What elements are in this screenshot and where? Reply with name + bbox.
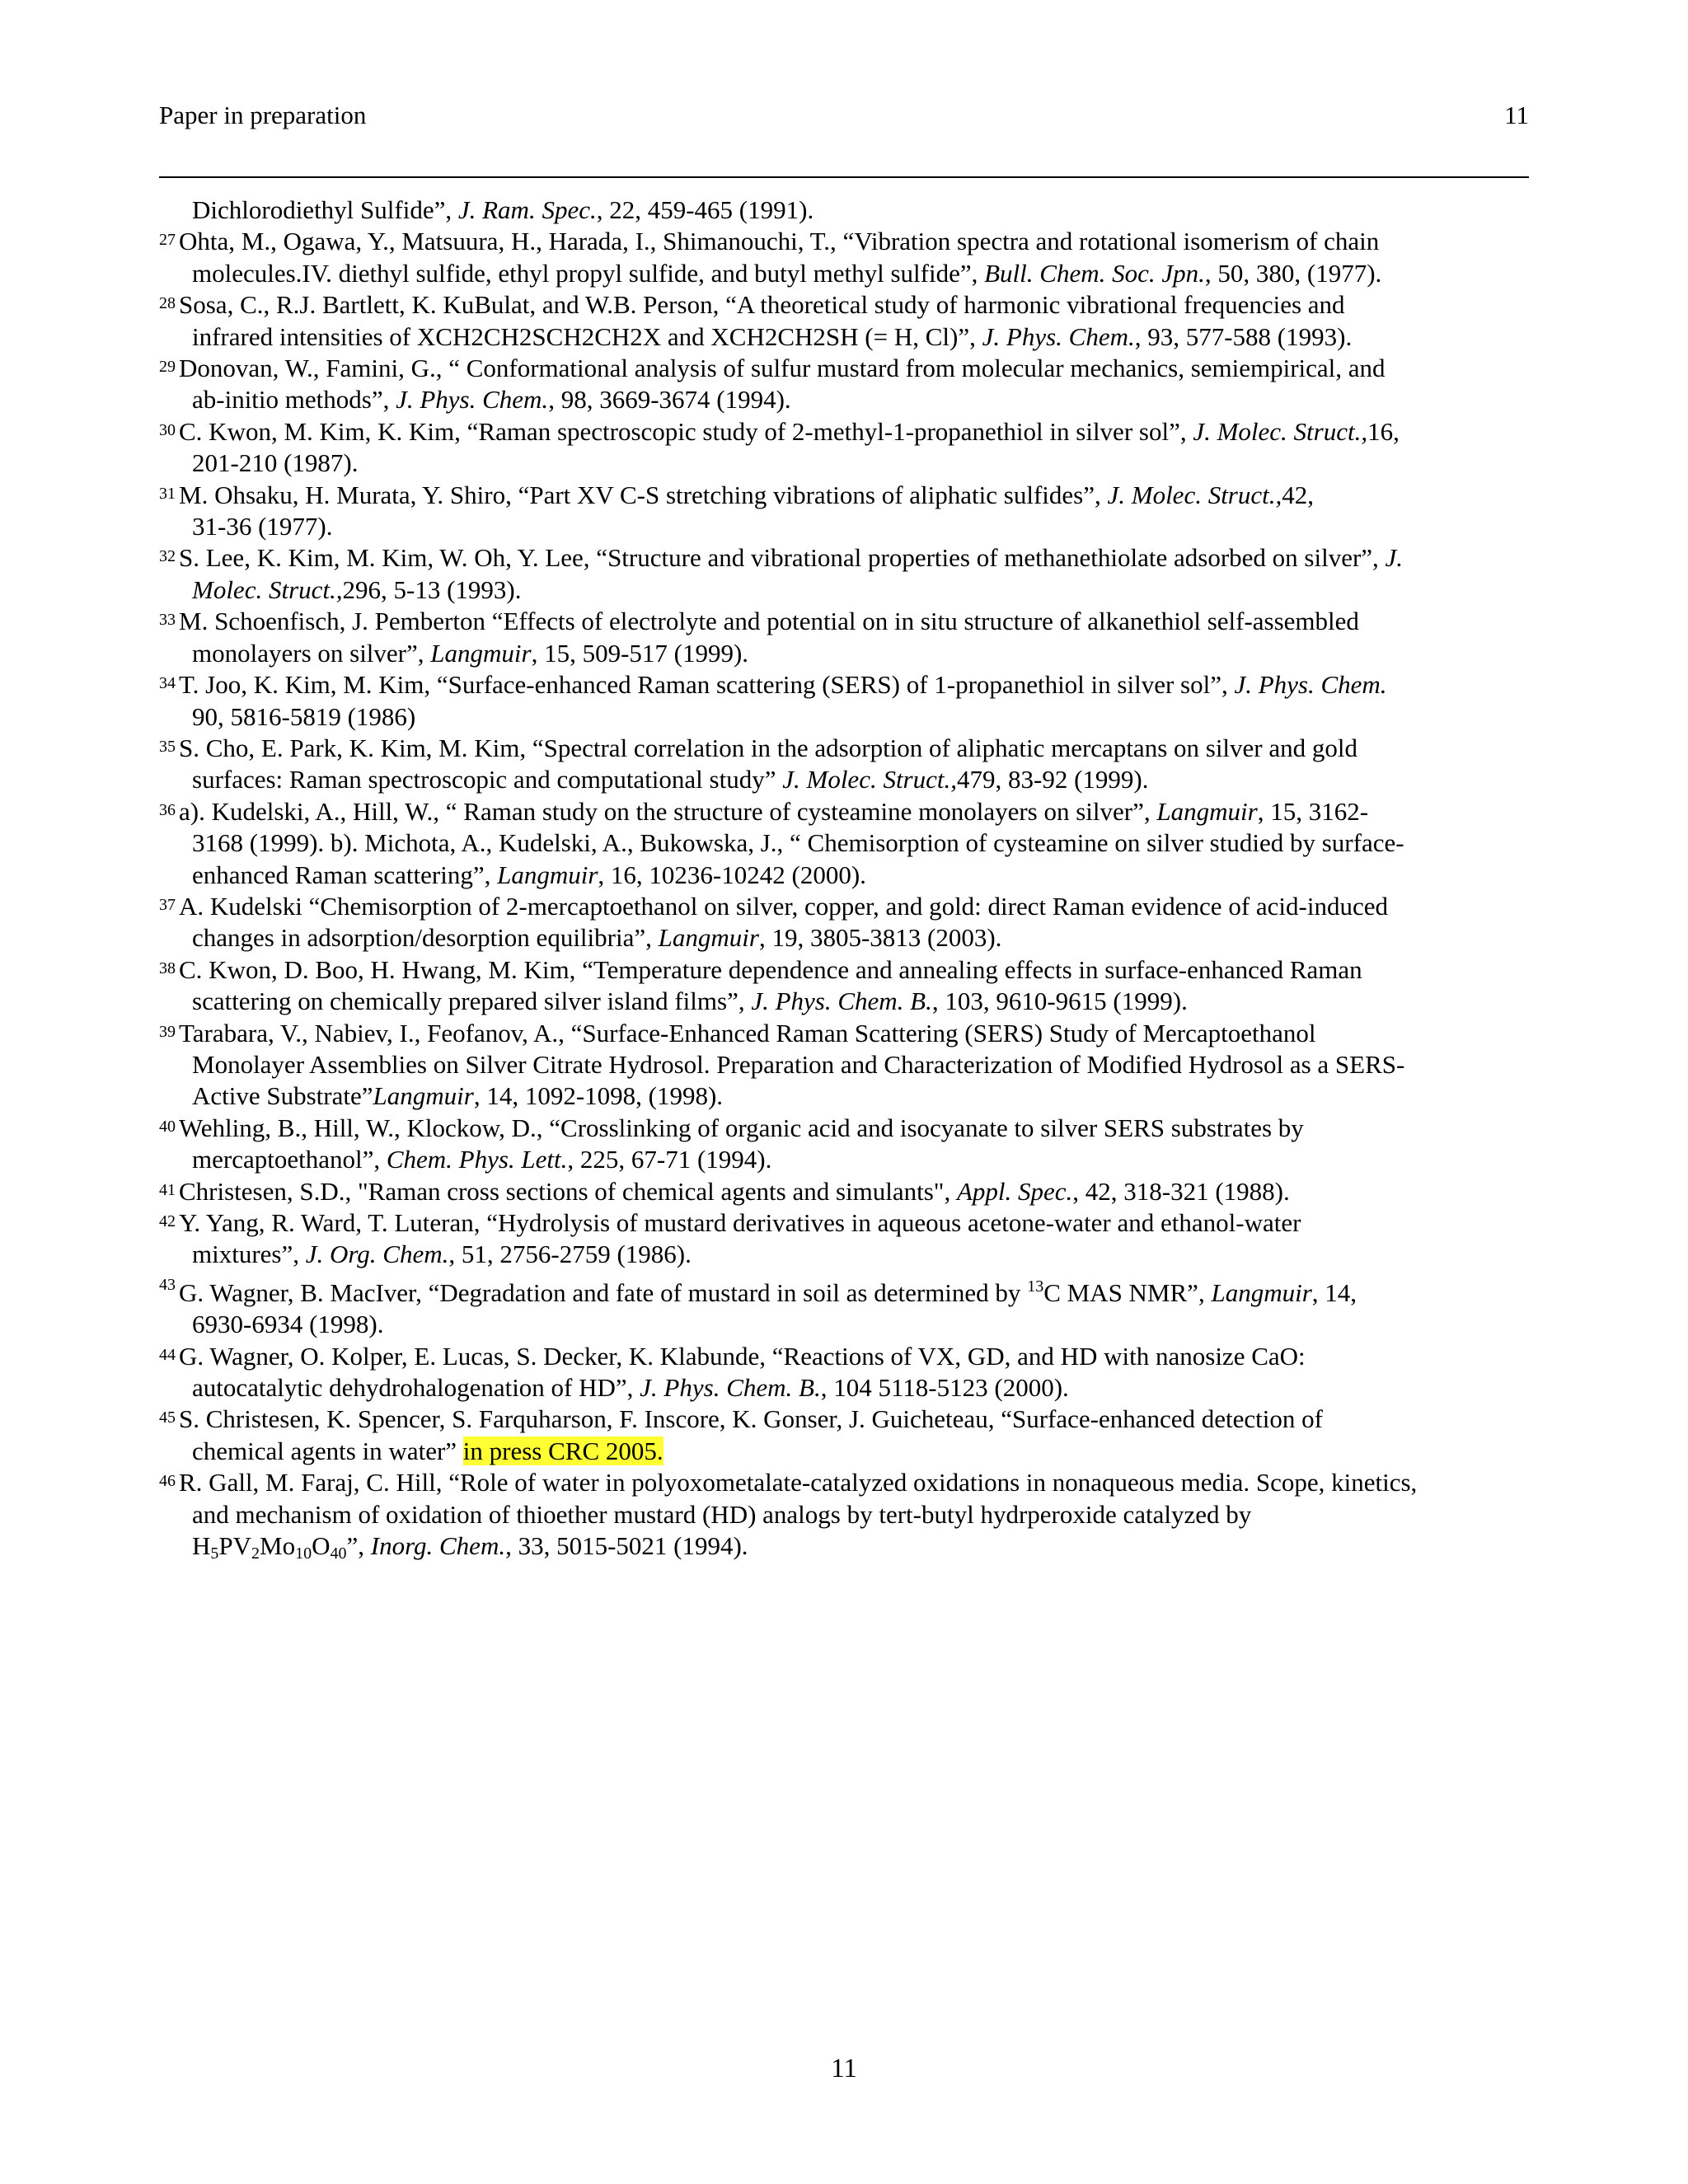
- journal: J. Phys. Chem.: [396, 385, 549, 415]
- journal: J.: [1385, 543, 1404, 573]
- reference-number: 35: [159, 737, 176, 756]
- reference-number: 45: [159, 1408, 176, 1427]
- journal: J. Phys. Chem.: [982, 321, 1135, 351]
- reference-number: 29: [159, 358, 176, 377]
- reference-list: [159, 194, 1529, 1569]
- header-page-number: 11: [1504, 101, 1529, 129]
- reference-32: 32 S. Lee, K. Kim, M. Kim, W. Oh, Y. Lee, “Structure and vibrational properties of methanethiolate adsorbed on silver”, J. Molec. Struct.,296, 5-13 (1993).: [159, 542, 1529, 606]
- reference-35: 35 S. Cho, E. Park, K. Kim, M. Kim, “Spectral correlation in the adsorption of aliphatic mercaptans on silver and gold surfaces: Raman spectroscopic and computational study” J. Molec. Struct.,479, 83-92 (1999).: [159, 733, 1529, 796]
- reference-number: 44: [159, 1345, 176, 1364]
- reference-38: 38 C. Kwon, D. Boo, H. Hwang, M. Kim, “Temperature dependence and annealing effects in surface-enhanced Raman scattering on chemically prepared silver island films”, J. Phys. Chem. B., 103, 9610-9615 (1999).: [159, 954, 1529, 1018]
- journal: J. Org. Chem.: [305, 1240, 449, 1269]
- journal: Appl. Spec.: [956, 1176, 1073, 1206]
- reference-34: 34 T. Joo, K. Kim, M. Kim, “Surface-enhanced Raman scattering (SERS) of 1-propanethiol in silver sol”, J. Phys. Chem. 90, 5816-5819 (1986): [159, 669, 1529, 733]
- journal: Langmuir: [1211, 1277, 1312, 1307]
- reference-30: 30 C. Kwon, M. Kim, K. Kim, “Raman spectroscopic study of 2-methyl-1-propanethiol in silver sol”, J. Molec. Struct.,16, 201-210 (1987).: [159, 416, 1529, 480]
- reference-number: 32: [159, 547, 176, 566]
- reference-42: 42 Y. Yang, R. Ward, T. Luteran, “Hydrolysis of mustard derivatives in aqueous acetone-water and ethanol-water mixtures”, J. Org. Chem., 51, 2756-2759 (1986).: [159, 1207, 1529, 1271]
- reference-36: 36 a). Kudelski, A., Hill, W., “ Raman study on the structure of cysteamine monolayers on silver”, Langmuir, 15, 3162- 3168 (1999). b). Michota, A., Kudelski, A., Bukowska, J., “ Chemisorption of cysteamine on silver studied by surface- enhanced Raman scattering”, Langmuir, 16, 10236-10242 (2000).: [159, 796, 1529, 891]
- reference-41: 41 Christesen, S.D., "Raman cross sections of chemical agents and simulants", Appl. Spec., 42, 318-321 (1988).: [159, 1176, 1529, 1207]
- reference-number: 30: [159, 420, 176, 439]
- reference-28: 28 Sosa, C., R.J. Bartlett, K. KuBulat, and W.B. Person, “A theoretical study of harmonic vibrational frequencies and infrared intensities of XCH2CH2SCH2CH2X and XCH2CH2SH (= H, Cl)”, J. Phys. Chem., 93, 577-588 (1993).: [159, 289, 1529, 353]
- reference-number: 34: [159, 674, 176, 693]
- header-title: Paper in preparation: [159, 101, 367, 129]
- journal: J. Molec. Struct.,: [782, 765, 957, 794]
- running-header: [159, 97, 1529, 134]
- journal: Inorg. Chem.,: [370, 1531, 512, 1561]
- reference-39: 39 Tarabara, V., Nabiev, I., Feofanov, A., “Surface-Enhanced Raman Scattering (SERS) Study of Mercaptoethanol Monolayer Assemblies on Silver Citrate Hydrosol. Preparation and Characterization of Modified Hydrosol as a SERS- Active Substrate”Langmuir, 14, 1092-1098, (1998).: [159, 1018, 1529, 1113]
- reference-number: 43: [159, 1275, 176, 1294]
- reference-33: 33 M. Schoenfisch, J. Pemberton “Effects of electrolyte and potential on in situ structure of alkanethiol self-assembled monolayers on silver”, Langmuir, 15, 509-517 (1999).: [159, 606, 1529, 669]
- isotope-superscript: 13: [1027, 1277, 1044, 1296]
- journal: J. Molec. Struct.,: [1193, 416, 1368, 446]
- reference-46: 46 R. Gall, M. Faraj, C. Hill, “Role of water in polyoxometalate-catalyzed oxidations in nonaqueous media. Scope, kinetics, and mechanism of oxidation of thioether mustard (HD) analogs by tert-butyl hydrperoxide catalyzed by $H_5PV_2Mo_{10}O_{40}$”, Inorg. Chem., 33, 5015-5021 (1994).: [159, 1467, 1529, 1569]
- journal: J. Molec. Struct.,: [1107, 480, 1282, 509]
- reference-number: 42: [159, 1212, 176, 1230]
- journal: Langmuir: [658, 923, 759, 953]
- reference-45: 45 S. Christesen, K. Spencer, S. Farquharson, F. Inscore, K. Gonser, J. Guicheteau, “Surface-enhanced detection of chemical agents in water” in press CRC 2005.: [159, 1404, 1529, 1467]
- journal: Bull. Chem. Soc. Jpn.: [984, 258, 1205, 288]
- reference-37: 37 A. Kudelski “Chemisorption of 2-mercaptoethanol on silver, copper, and gold: direct Raman evidence of acid-induced changes in adsorption/desorption equilibria”, Langmuir, 19, 3805-3813 (2003).: [159, 891, 1529, 954]
- journal: J. Ram. Spec.: [457, 195, 597, 224]
- reference-number: 36: [159, 800, 176, 819]
- reference-27: 27 Ohta, M., Ogawa, Y., Matsuura, H., Harada, I., Shimanouchi, T., “Vibration spectra and rotational isomerism of chain molecules.IV. diethyl sulfide, ethyl propyl sulfide, and butyl methyl sulfide”, Bull. Chem. Soc. Jpn., 50, 380, (1977).: [159, 226, 1529, 289]
- reference-43: 43 G. Wagner, B. MacIver, “Degradation and fate of mustard in soil as determined by $^{13}$C MAS NMR”, Langmuir, 14, 6930-6934 (1998).: [159, 1271, 1529, 1341]
- reference-number: 31: [159, 484, 176, 503]
- journal: Langmuir: [497, 860, 598, 889]
- reference-44: 44 G. Wagner, O. Kolper, E. Lucas, S. Decker, K. Klabunde, “Reactions of VX, GD, and HD with nanosize CaO: autocatalytic dehydrohalogenation of HD”, J. Phys. Chem. B., 104 5118-5123 (2000).: [159, 1341, 1529, 1404]
- reference-number: 39: [159, 1022, 176, 1041]
- reference-26-continued: Dichlorodiethyl Sulfide”, J. Ram. Spec., 22, 459-465 (1991).: [192, 195, 814, 224]
- reference-number: 40: [159, 1117, 176, 1136]
- journal: J. Phys. Chem.: [1234, 670, 1387, 700]
- journal: Langmuir: [373, 1081, 474, 1111]
- journal: Langmuir: [1156, 796, 1258, 826]
- reference-number: 37: [159, 895, 176, 914]
- reference-31: 31 M. Ohsaku, H. Murata, Y. Shiro, “Part XV C-S stretching vibrations of aliphatic sulfides”, J. Molec. Struct.,42, 31-36 (1977).: [159, 480, 1529, 543]
- reference-number: 27: [159, 231, 176, 250]
- journal: Chem. Phys. Lett.: [386, 1145, 568, 1174]
- footer-page-number: 11: [831, 2054, 857, 2083]
- journal: J. Phys. Chem. B.: [751, 987, 932, 1016]
- journal: J. Phys. Chem. B.: [640, 1373, 821, 1403]
- journal: Langmuir: [430, 638, 532, 668]
- reference-29: 29 Donovan, W., Famini, G., “ Conformational analysis of sulfur mustard from molecular mechanics, semiempirical, and ab-initio methods”, J. Phys. Chem., 98, 3669-3674 (1994).: [159, 353, 1529, 416]
- chemical-formula-line: $H_5PV_2Mo_{10}O_{40}$”, Inorg. Chem., 33, 5015-5021 (1994).: [192, 1531, 748, 1563]
- reference-number: 46: [159, 1472, 176, 1491]
- reference-number: 38: [159, 958, 176, 977]
- highlighted-text: in press CRC 2005.: [462, 1436, 663, 1465]
- reference-40: 40 Wehling, B., Hill, W., Klockow, D., “Crosslinking of organic acid and isocyanate to silver SERS substrates by mercaptoethanol”, Chem. Phys. Lett., 225, 67-71 (1994).: [159, 1113, 1529, 1176]
- header-rule: [159, 176, 1529, 178]
- reference-number: 33: [159, 611, 176, 630]
- journal: Molec. Struct.,: [192, 574, 343, 604]
- reference-number: 41: [159, 1180, 176, 1199]
- reference-number: 28: [159, 294, 176, 313]
